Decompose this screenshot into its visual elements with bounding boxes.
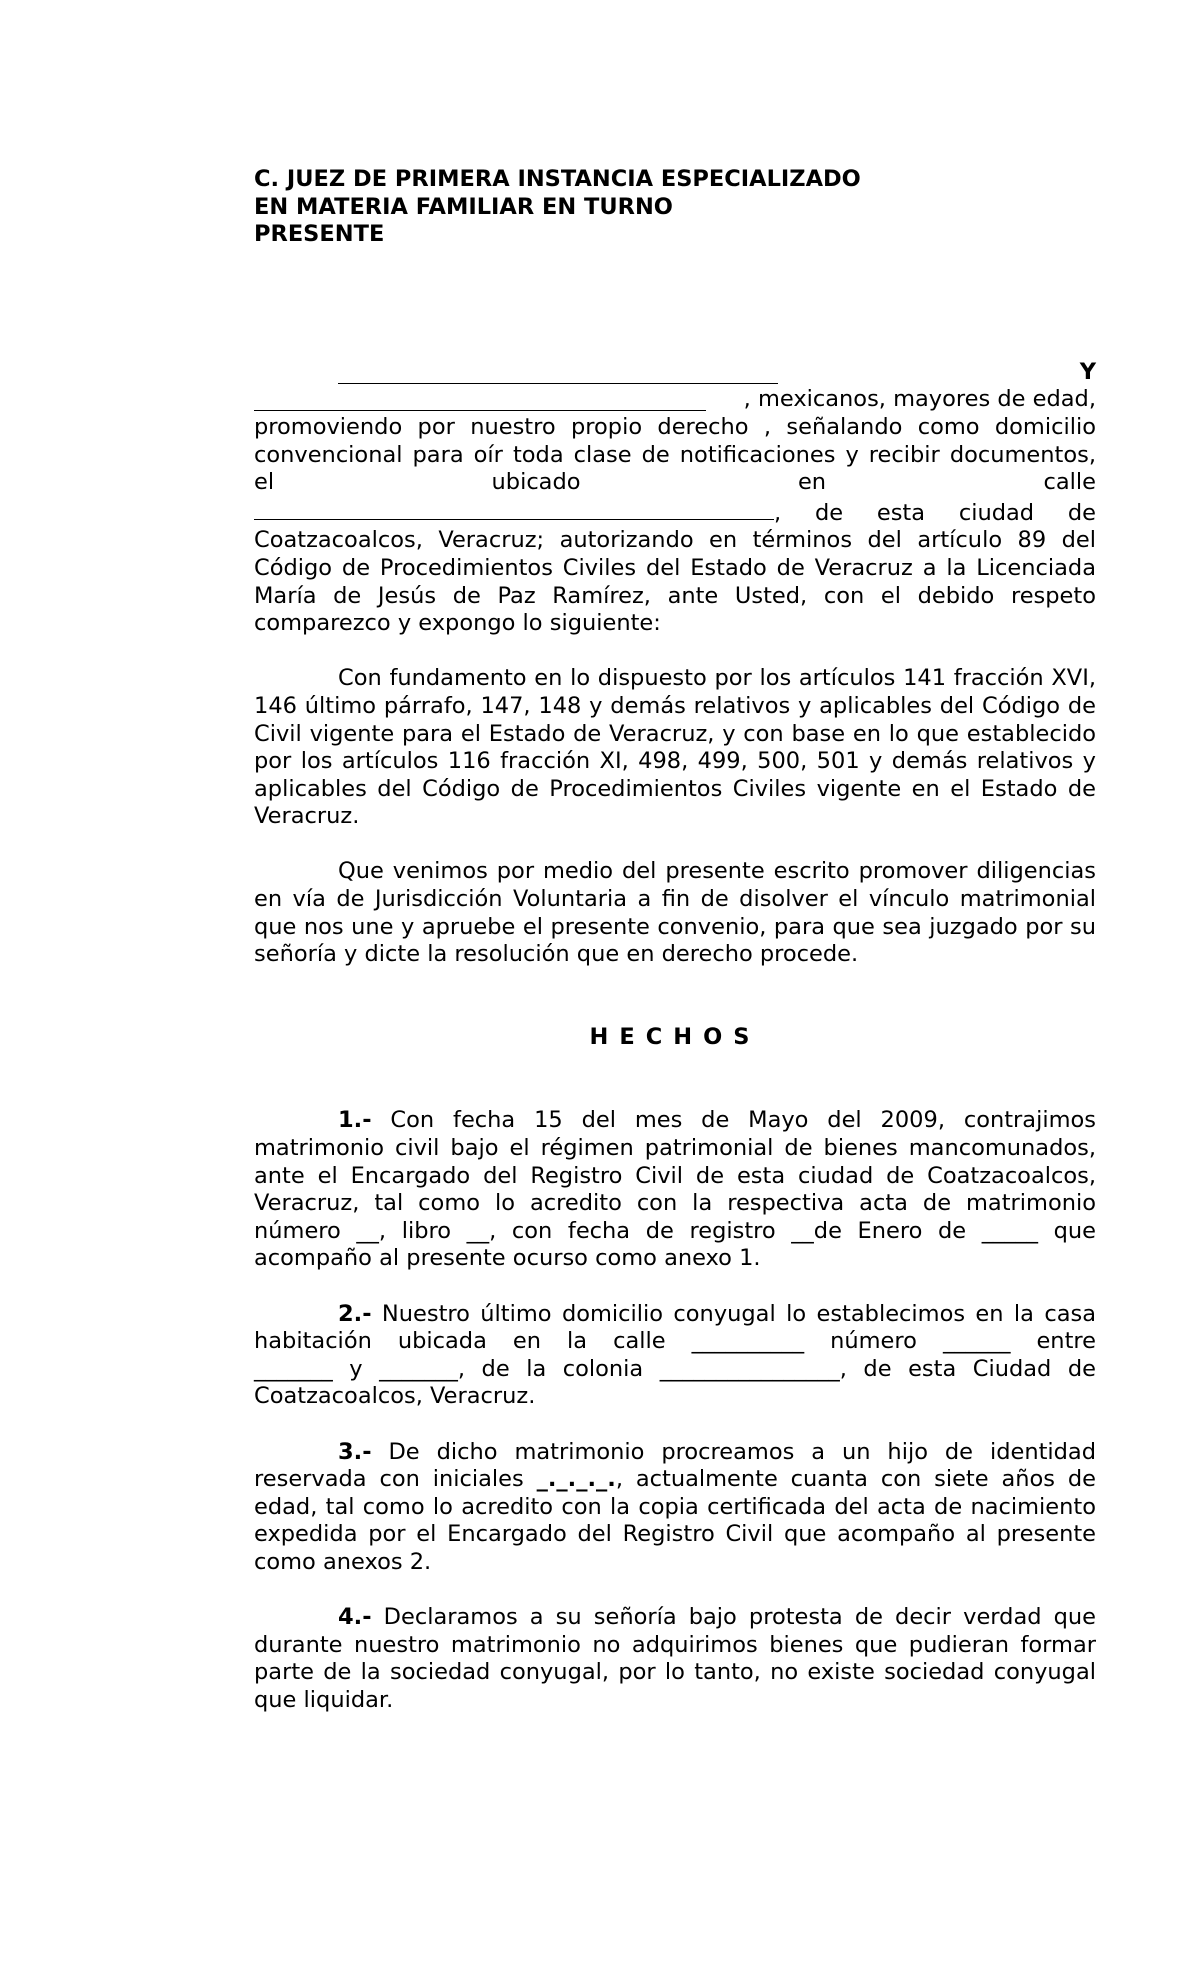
addressee-block — [254, 166, 1096, 249]
document-page — [254, 166, 1096, 1715]
intro-mexicanos: , mexicanos, mayores de edad, — [743, 386, 1096, 413]
hecho-4: 4.- Declaramos a su señoría bajo protesta de decir verdad que durante nuestro matrimonio no adquirimos bienes que pudieran formar parte de la sociedad conyugal, por lo tanto, no existe sociedad conyugal que liquidar. — [254, 1604, 1096, 1713]
conjunction-y: Y — [1079, 358, 1096, 385]
hecho-2-a: 2.- Nuestro último domicilio conyugal lo establecimos en la casa habitación ubicada en la calle __________ número ______ entre — [254, 1300, 1096, 1355]
hecho-2-number: 2.- — [338, 1300, 372, 1327]
intro-row-1 — [254, 359, 1096, 387]
name-blank-1 — [338, 361, 778, 384]
hechos-heading: HECHOS — [589, 1023, 761, 1050]
fundamento-paragraph: Con fundamento en lo dispuesto por los artículos 141 fracción XVI, 146 último párrafo, 147, 148 y demás relativos y aplicables del Código de Civil vigente para el Estado de Veracruz, y con base en lo que establecido por los artículos 116 fracción XI, 498, 499, 500, 501 y demás relativos y aplicables del Código de Procedimientos Civiles vigente en el Estado de Veracruz. — [254, 665, 1096, 830]
hecho-3: 3.- De dicho matrimonio procreamos a un hijo de identidad reservada con iniciales _._._._., actualmente cuanta con siete años de edad, tal como lo acredito con la copia certificada del acta de nacimiento expedida por el Encargado del Registro Civil que acompaño al presente como anexos 2. — [254, 1438, 1097, 1575]
solicitud-paragraph: Que venimos por medio del presente escrito promover diligencias en vía de Jurisdicción Voluntaria a fin de disolver el vínculo matrimonial que nos une y apruebe el presente convenio, para que sea juzgado por su señoría y dicte la resolución que en derecho procede. — [254, 858, 1096, 968]
name-blank-2 — [254, 388, 706, 411]
hecho-2-b: _______ y _______, de la colonia ________________, de esta Ciudad de Coatzacoalcos, Veracruz. — [254, 1355, 1096, 1410]
intro-paragraph-a: promoviendo por nuestro propio derecho , señalando como domicilio convencional para oír toda clase de notificaciones y recibir documentos, el ubicado en calle — [254, 413, 1096, 496]
addressee-line-1: C. JUEZ DE PRIMERA INSTANCIA ESPECIALIZADO — [254, 166, 861, 192]
addressee-line-2: EN MATERIA FAMILIAR EN TURNO — [254, 193, 673, 220]
hecho-1: 1.- Con fecha 15 del mes de Mayo del 2009, contrajimos matrimonio civil bajo el régimen patrimonial de bienes mancomunados, ante el Encargado del Registro Civil de esta ciudad de Coatzacoalcos, Veracruz, tal como lo acredito con la respectiva acta de matrimonio número __, libro __, con fecha de registro __de Enero de _____ que acompaño al presente ocurso como anexo 1. — [254, 1107, 1097, 1272]
addressee-line-3: PRESENTE — [254, 221, 385, 248]
intro-paragraph-b: , de esta ciudad de Coatzacoalcos, Veracruz; autorizando en términos del artículo 89 del Código de Procedimientos Civiles del Estado de Veracruz a la Licenciada María de Jesús de Paz Ramírez, ante Usted, con el debido respeto comparezco y expongo lo siguiente: — [254, 497, 1096, 638]
hecho-4-number: 4.- — [338, 1604, 372, 1631]
hecho-3-initials: _._._._. — [536, 1466, 616, 1493]
intro-row-2 — [254, 386, 1096, 414]
hecho-1-number: 1.- — [338, 1107, 372, 1134]
hecho-3-number: 3.- — [338, 1438, 372, 1465]
address-blank — [254, 497, 774, 520]
